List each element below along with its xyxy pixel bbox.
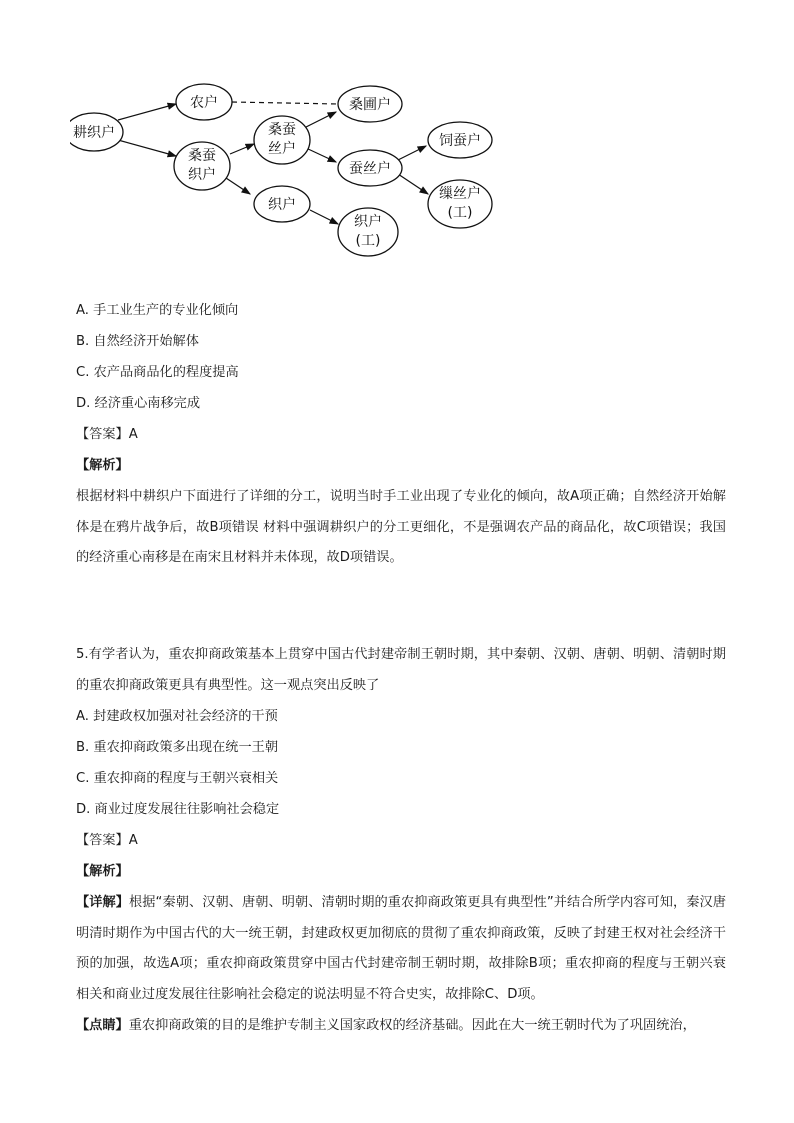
node-zhihu-label: 织户 (268, 197, 296, 213)
node-sangcan-zhihu-label-2: 织户 (188, 167, 216, 183)
node-sangcan-zhihu-label-1: 桑蚕 (188, 148, 216, 164)
q5-point (76, 1011, 726, 1042)
node-cansihu-label: 蚕丝户 (349, 161, 391, 177)
node-saosihu-label-1: 缫丝户 (439, 186, 481, 202)
q5-option-c: C. 重农抑商的程度与王朝兴衰相关 (76, 771, 279, 786)
node-sangcan-sihu-label-2: 丝户 (268, 141, 296, 157)
q4-option-b: B. 自然经济开始解体 (76, 334, 199, 349)
q4-analysis-label: 【解析】 (76, 458, 129, 473)
edge-sangcansi-sangpu (304, 112, 336, 128)
edge-zhi-zhigong (310, 210, 338, 224)
node-gengzhihu-label: 耕织户 (73, 125, 115, 141)
node-saosihu-label-2: (工) (447, 205, 473, 221)
division-of-labor-diagram (70, 78, 510, 268)
node-nonghu-label: 农户 (190, 95, 218, 111)
edge-sangcanzhi-sangcansi (230, 144, 254, 154)
q5-stem: 5.有学者认为，重农抑商政策基本上贯穿中国古代封建帝制王朝时期，其中秦朝、汉朝、唐朝、明朝、清朝时期的重农抑商政策更具有典型性。这一观点突出反映了 (76, 647, 726, 693)
node-sangpuhu-label: 桑圃户 (349, 97, 391, 113)
q5-option-d: D. 商业过度发展往往影响社会稳定 (76, 802, 280, 817)
node-sangcan-sihu-label-1: 桑蚕 (268, 122, 296, 138)
edge-cansi-sican (398, 146, 426, 160)
q4-answer: 【答案】A (76, 427, 138, 442)
diagram-svg (70, 78, 510, 268)
q5-detail-label: 【详解】 (76, 895, 130, 910)
q5-detail-text: 根据“秦朝、汉朝、唐朝、明朝、清朝时期的重农抑商政策更具有典型性”并结合所学内容可知，秦汉唐明清时期作为中国古代的大一统王朝，封建政权更加彻底的贯彻了重农抑商政策，反映了封建王权对社会经济干预的加强，故选A项；重农抑商政策贯穿中国古代封建帝制王朝时期，故排除B项；重农抑商的程度与王朝兴衰相关和商业过度发展往往影响社会稳定的说法明显不符合史实，故排除C、D项。 (76, 895, 726, 1002)
q5-option-b: B. 重农抑商政策多出现在统一王朝 (76, 740, 279, 755)
q5-option-a: A. 封建政权加强对社会经济的干预 (76, 709, 278, 724)
node-zhihu-gong-label-2: (工) (355, 233, 381, 249)
q4-option-d: D. 经济重心南移完成 (76, 396, 201, 411)
edge-gengzhi-sangcanzhi (118, 140, 176, 156)
edge-sangcanzhi-zhi (226, 178, 250, 194)
q5-analysis-label: 【解析】 (76, 864, 129, 879)
q4-analysis-text: 根据材料中耕织户下面进行了详细的分工，说明当时手工业出现了专业化的倾向，故A项正确；自然经济开始解体是在鸦片战争后，故B项错误 材料中强调耕织户的分工更细化，不是强调农产品的商品化，故C项错误；我国的经济重心南移是在南宋且材料并未体现，故D项错误。 (76, 489, 726, 565)
edge-gengzhi-nong (118, 104, 176, 120)
edge-nong-sangpu-dashed (232, 102, 338, 104)
edge-cansi-saosi (398, 174, 428, 194)
q5-detail (76, 888, 726, 1010)
q5-point-label: 【点睛】 (76, 1018, 129, 1033)
q4-option-a: A. 手工业生产的专业化倾向 (76, 303, 239, 318)
q4-option-c: C. 农产品商品化的程度提高 (76, 365, 239, 380)
node-zhihu-gong-label-1: 织户 (354, 214, 382, 230)
node-sicanhu-label: 饲蚕户 (439, 133, 481, 149)
q5-answer: 【答案】A (76, 833, 138, 848)
q5-point-text: 重农抑商政策的目的是维护专制主义国家政权的经济基础。因此在大一统王朝时代为了巩固统治， (128, 1018, 696, 1033)
edge-sangcansi-cansi (306, 148, 336, 162)
